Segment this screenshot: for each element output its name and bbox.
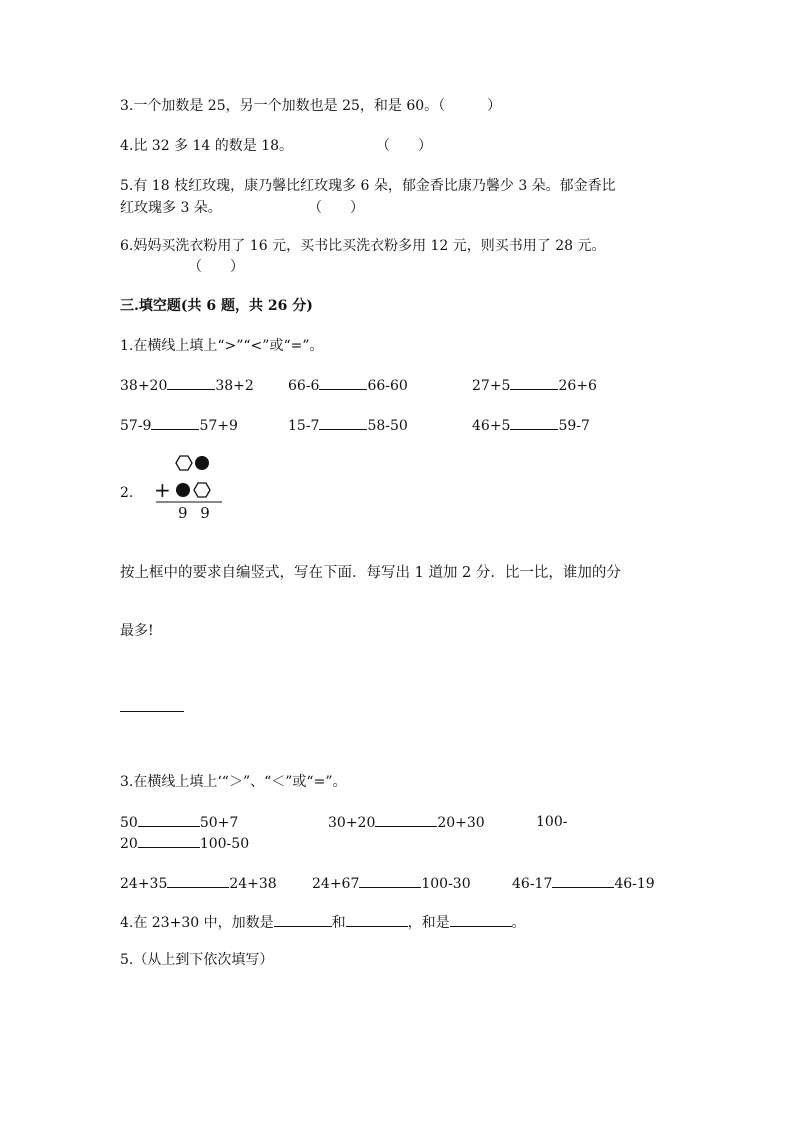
fill-q5-prompt: 5.（从上到下依次填写） <box>120 952 274 968</box>
comparison-right: 59-7 <box>558 418 590 434</box>
comparison-left: 24+67 <box>312 876 360 892</box>
answer-blank[interactable] <box>319 375 367 390</box>
answer-blank[interactable] <box>375 812 437 827</box>
fill-q4-text: 。 <box>511 915 526 931</box>
answer-blank[interactable] <box>510 415 558 430</box>
fill-q1-row2 <box>120 415 720 435</box>
judge-q4: 4.比 32 多 14 的数是 18。 <box>120 138 294 154</box>
comparison-left: 50 <box>120 815 138 831</box>
comparison-left: 46-17 <box>512 876 553 892</box>
comparison-left: 38+20 <box>120 378 168 394</box>
comparison-item <box>288 415 408 436</box>
fill-q1-row1 <box>120 375 720 395</box>
comparison-right: 57+9 <box>199 418 238 434</box>
comparison-right: 24+38 <box>229 876 277 892</box>
fill-q2-number: 2. <box>120 485 134 501</box>
comparison-item <box>472 375 597 396</box>
comparison-right: 46-19 <box>614 876 655 892</box>
judge-q5-line1: 5.有 18 枝红玫瑰，康乃馨比红玫瑰多 6 朵，郁金香比康乃馨少 3 朵。郁金香比 <box>120 178 616 194</box>
comparison-left: 30+20 <box>328 815 376 831</box>
comparison-left: 27+5 <box>472 378 511 394</box>
answer-blank[interactable] <box>319 415 367 430</box>
fill-q3-row1 <box>120 812 680 832</box>
comparison-left: 20 <box>120 836 138 852</box>
comparison-right: 20+30 <box>437 815 485 831</box>
section-title: 三.填空题(共 6 题，共 26 分) <box>120 298 313 314</box>
filled-circle-icon <box>176 483 190 497</box>
comparison-right: 50+7 <box>199 815 239 831</box>
comparison-item <box>120 873 277 894</box>
plus-sign: + <box>154 478 171 502</box>
vertical-addition-figure <box>150 452 230 522</box>
fill-q2-instruction: 按上框中的要求自编竖式，写在下面．每写出 1 道加 2 分．比一比，谁加的分 <box>120 565 621 581</box>
fill-q2-answer-blank[interactable] <box>120 711 184 712</box>
judge-q5-answer-paren[interactable]: （ ） <box>308 200 364 216</box>
answer-blank[interactable] <box>167 873 229 888</box>
filled-circle-icon <box>195 456 209 470</box>
fill-q4-text: 4.在 23+30 中，加数是 <box>120 915 274 931</box>
comparison-right: 66-60 <box>367 378 408 394</box>
comparison-right: 58-50 <box>367 418 408 434</box>
comparison-left: 24+35 <box>120 876 168 892</box>
comparison-item <box>120 415 238 436</box>
comparison-item <box>312 873 471 894</box>
comparison-item <box>288 375 408 396</box>
fill-q4-text: 和 <box>331 915 346 931</box>
answer-blank[interactable] <box>346 912 408 927</box>
comparison-right: 100-50 <box>199 836 250 852</box>
answer-blank[interactable] <box>167 375 215 390</box>
comparison-item <box>512 873 655 894</box>
judge-q4-answer-paren[interactable]: （ ） <box>376 138 432 154</box>
comparison-item <box>120 812 238 833</box>
judge-q5-line2: 红玫瑰多 3 朵。 <box>120 200 222 216</box>
fill-q3-row1-continued <box>120 833 420 853</box>
comparison-item <box>120 833 249 854</box>
fill-q3-prompt: 3.在横线上填上‘“＞”、“＜”或“=”。 <box>120 774 347 790</box>
comparison-right: 38+2 <box>215 378 254 394</box>
comparison-left: 15-7 <box>288 418 320 434</box>
comparison-left: 66-6 <box>288 378 320 394</box>
comparison-item <box>328 812 485 833</box>
answer-blank[interactable] <box>138 812 200 827</box>
fill-q4 <box>120 912 526 933</box>
judge-q3: 3.一个加数是 25，另一个加数也是 25，和是 60。（ ） <box>120 98 502 114</box>
comparison-left-wrapped: 100- <box>536 814 568 830</box>
comparison-left: 57-9 <box>120 418 152 434</box>
hexagon-icon <box>194 483 210 497</box>
fill-q2-instruction-end: 最多! <box>120 623 154 639</box>
answer-blank[interactable] <box>510 375 558 390</box>
sum-result: 9 9 <box>178 504 214 522</box>
judge-q6-answer-paren[interactable]: （ ） <box>188 259 244 275</box>
comparison-right: 100-30 <box>421 876 471 892</box>
answer-blank[interactable] <box>151 415 199 430</box>
answer-blank[interactable] <box>138 833 200 848</box>
fill-q4-text: ，和是 <box>407 915 450 931</box>
comparison-right: 26+6 <box>558 378 597 394</box>
comparison-left: 46+5 <box>472 418 511 434</box>
answer-blank[interactable] <box>450 912 512 927</box>
comparison-item <box>120 375 254 396</box>
hexagon-icon <box>176 456 192 470</box>
fill-q1-prompt: 1.在横线上填上“>”“<”或“=”。 <box>120 338 324 354</box>
fill-q3-row3 <box>120 873 720 893</box>
answer-blank[interactable] <box>552 873 614 888</box>
judge-q6-line1: 6.妈妈买洗衣粉用了 16 元，买书比买洗衣粉多用 12 元，则买书用了 28 元。 <box>120 238 606 254</box>
answer-blank[interactable] <box>274 912 332 927</box>
answer-blank[interactable] <box>359 873 421 888</box>
comparison-item <box>472 415 590 436</box>
